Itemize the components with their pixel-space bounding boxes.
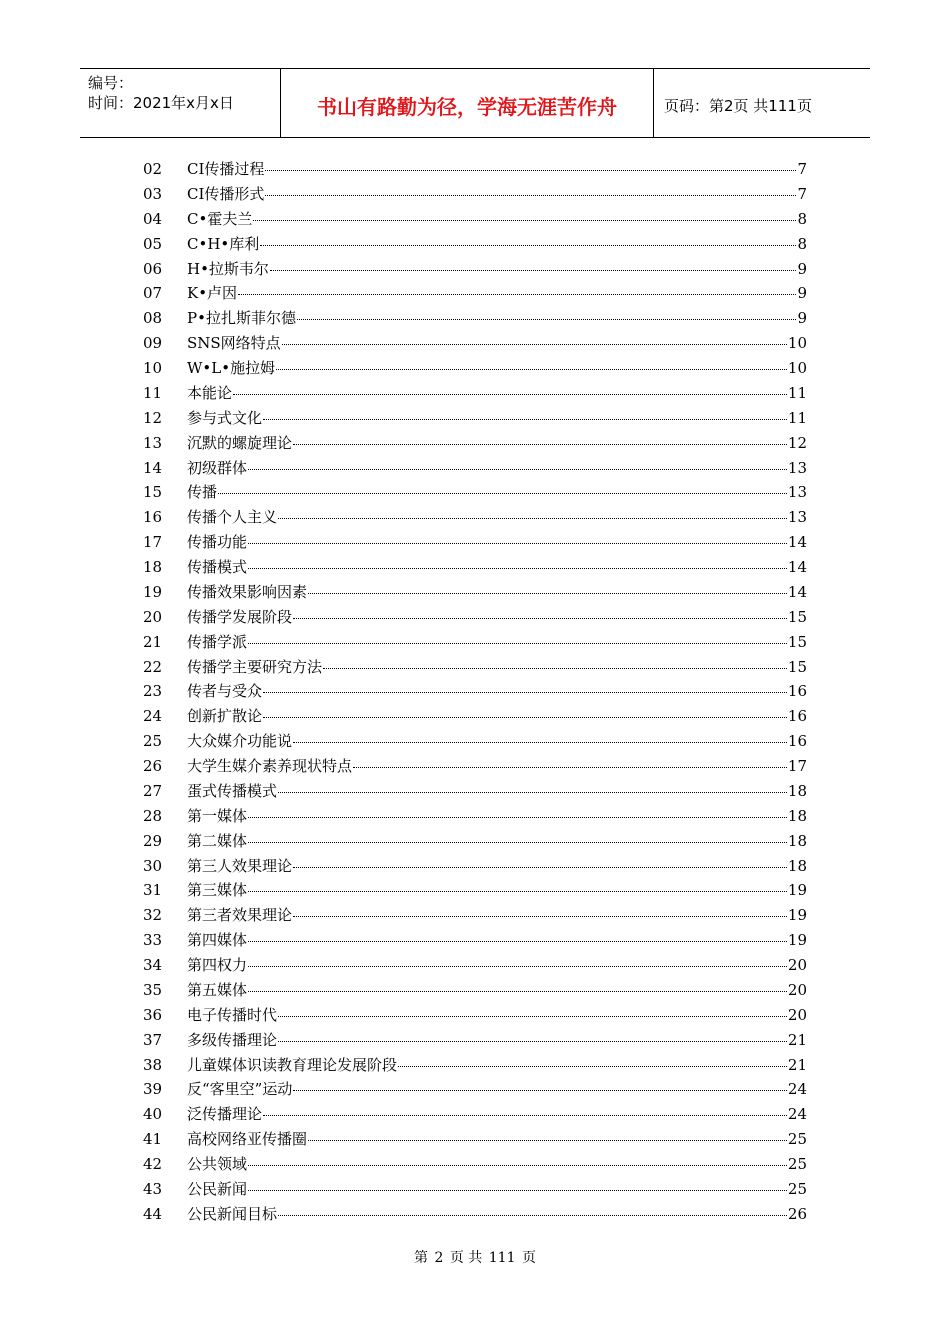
toc-entry-title[interactable]: 本能论 xyxy=(187,383,233,402)
toc-dot-leader xyxy=(293,444,787,445)
toc-entry-page: 25 xyxy=(787,1155,807,1173)
toc-entry-number: 41 xyxy=(143,1130,163,1149)
toc-dot-leader xyxy=(263,1115,787,1116)
toc-entry-number: 34 xyxy=(143,956,163,974)
toc-entry-number: 12 xyxy=(143,408,163,427)
document-number-label: 编号： xyxy=(88,74,134,92)
toc-entry[interactable] xyxy=(143,780,807,805)
toc-dot-leader xyxy=(238,294,796,295)
toc-entry[interactable] xyxy=(143,407,807,432)
toc-entry-page: 16 xyxy=(787,707,807,726)
page-footer xyxy=(0,1247,950,1267)
toc-dot-leader xyxy=(253,220,796,221)
toc-entry-title[interactable]: 传者与受众 xyxy=(187,682,263,701)
toc-entry[interactable] xyxy=(143,158,807,183)
toc-entry[interactable] xyxy=(143,1103,807,1128)
toc-entry[interactable] xyxy=(143,1153,807,1178)
toc-entry-title[interactable]: 传播功能 xyxy=(187,533,248,552)
toc-dot-leader xyxy=(218,493,787,494)
toc-entry[interactable] xyxy=(143,656,807,681)
toc-entry[interactable] xyxy=(143,432,807,457)
toc-entry-page: 25 xyxy=(787,1179,807,1198)
toc-entry-page: 20 xyxy=(787,1005,807,1024)
toc-entry-number: 11 xyxy=(143,383,163,402)
toc-entry-page: 14 xyxy=(787,558,807,576)
toc-entry-title[interactable]: 第一媒体 xyxy=(187,806,248,825)
toc-entry-page: 16 xyxy=(787,732,807,751)
toc-entry-page: 15 xyxy=(787,607,807,626)
toc-entry-title[interactable]: 传播个人主义 xyxy=(187,508,278,527)
toc-entry[interactable] xyxy=(143,904,807,929)
toc-entry-number: 28 xyxy=(143,806,163,825)
toc-entry-page: 9 xyxy=(797,259,807,278)
toc-dot-leader xyxy=(297,319,797,320)
toc-entry[interactable] xyxy=(143,1054,807,1079)
toc-entry-number: 09 xyxy=(143,334,163,353)
toc-entry[interactable] xyxy=(143,357,807,382)
toc-entry-page: 25 xyxy=(787,1130,807,1149)
toc-dot-leader xyxy=(248,543,787,544)
toc-entry[interactable] xyxy=(143,855,807,880)
toc-entry-page: 18 xyxy=(787,831,807,850)
toc-entry-number: 31 xyxy=(143,881,163,900)
toc-entry-number: 43 xyxy=(143,1179,163,1198)
toc-entry-title[interactable]: 反“客里空”运动 xyxy=(187,1080,293,1099)
toc-entry-title[interactable]: 公民新闻 xyxy=(187,1179,248,1198)
toc-dot-leader xyxy=(263,419,787,420)
footer-suffix: 页 xyxy=(521,1250,536,1266)
toc-entry-page: 15 xyxy=(787,657,807,676)
toc-entry-title[interactable]: 泛传播理论 xyxy=(187,1105,263,1124)
toc-entry-page: 18 xyxy=(787,856,807,875)
toc-dot-leader xyxy=(248,891,787,892)
toc-entry[interactable] xyxy=(143,755,807,780)
toc-entry-number: 23 xyxy=(143,682,163,701)
toc-entry-title[interactable]: 第五媒体 xyxy=(187,980,248,999)
toc-entry-number: 05 xyxy=(143,234,163,253)
toc-entry-number: 15 xyxy=(143,483,163,502)
toc-entry-number: 40 xyxy=(143,1105,163,1124)
toc-entry[interactable] xyxy=(143,1078,807,1103)
toc-entry[interactable] xyxy=(143,730,807,755)
toc-entry-title[interactable]: 儿童媒体识读教育理论发展阶段 xyxy=(187,1055,398,1074)
toc-dot-leader xyxy=(265,195,796,196)
toc-entry-title[interactable]: 初级群体 xyxy=(187,458,248,477)
toc-entry-page: 21 xyxy=(787,1055,807,1074)
toc-entry[interactable] xyxy=(143,830,807,855)
toc-entry-title[interactable]: 第三者效果理论 xyxy=(187,906,293,925)
toc-entry-title[interactable]: P•拉扎斯菲尔德 xyxy=(187,309,296,328)
toc-dot-leader xyxy=(278,518,787,519)
toc-entry-page: 11 xyxy=(787,408,807,427)
toc-entry-page: 14 xyxy=(787,533,807,552)
toc-entry-page: 19 xyxy=(787,931,807,950)
toc-entry-title[interactable]: 传播学派 xyxy=(187,632,248,651)
toc-entry-title[interactable]: 沉默的螺旋理论 xyxy=(187,433,293,452)
toc-entry-page: 19 xyxy=(787,906,807,925)
toc-entry-page: 8 xyxy=(797,234,807,253)
toc-entry-number: 13 xyxy=(143,433,163,452)
toc-entry[interactable] xyxy=(143,382,807,407)
toc-entry-title[interactable]: K•卢因 xyxy=(187,284,238,303)
toc-entry-number: 07 xyxy=(143,284,163,303)
toc-entry[interactable] xyxy=(143,979,807,1004)
toc-entry-title[interactable]: 多级传播理论 xyxy=(187,1030,278,1049)
toc-dot-leader xyxy=(248,842,787,843)
toc-dot-leader xyxy=(263,692,787,693)
toc-entry-page: 9 xyxy=(797,284,807,303)
toc-entry-page: 18 xyxy=(787,806,807,825)
toc-dot-leader xyxy=(293,742,787,743)
toc-dot-leader xyxy=(265,170,796,171)
toc-entry[interactable] xyxy=(143,1128,807,1153)
document-time-label: 时间：2021年x月x日 xyxy=(88,94,234,112)
toc-entry-page: 7 xyxy=(797,184,807,203)
toc-entry-title[interactable]: W•L•施拉姆 xyxy=(187,359,276,377)
header-meta xyxy=(80,69,281,137)
toc-entry-number: 16 xyxy=(143,508,163,527)
toc-entry-page: 8 xyxy=(797,209,807,228)
toc-entry-page: 19 xyxy=(787,881,807,900)
toc-entry[interactable] xyxy=(143,1029,807,1054)
toc-entry-page: 21 xyxy=(787,1030,807,1049)
toc-entry-number: 17 xyxy=(143,533,163,552)
toc-entry-page: 24 xyxy=(787,1080,807,1099)
toc-entry-title[interactable]: 第二媒体 xyxy=(187,831,248,850)
toc-entry-number: 03 xyxy=(143,184,163,203)
toc-entry-number: 22 xyxy=(143,657,163,676)
toc-dot-leader xyxy=(278,1016,787,1017)
toc-dot-leader xyxy=(248,1165,787,1166)
toc-entry-page: 13 xyxy=(787,458,807,477)
toc-entry[interactable] xyxy=(143,332,807,357)
toc-entry-title[interactable]: CI传播形式 xyxy=(187,184,265,203)
toc-entry[interactable] xyxy=(143,531,807,556)
toc-entry[interactable] xyxy=(143,954,807,979)
toc-dot-leader xyxy=(248,817,787,818)
toc-entry-title[interactable]: 第四媒体 xyxy=(187,931,248,950)
toc-entry[interactable] xyxy=(143,506,807,531)
toc-entry[interactable] xyxy=(143,705,807,730)
toc-dot-leader xyxy=(293,867,787,868)
toc-entry-page: 11 xyxy=(787,383,807,402)
toc-entry-number: 37 xyxy=(143,1030,163,1049)
toc-entry-title[interactable]: 大众媒介功能说 xyxy=(187,732,293,751)
toc-entry-number: 20 xyxy=(143,607,163,626)
toc-entry-title[interactable]: 蛋式传播模式 xyxy=(187,781,278,800)
toc-entry-number: 21 xyxy=(143,632,163,651)
toc-entry-page: 18 xyxy=(787,781,807,800)
toc-entry-number: 14 xyxy=(143,458,163,477)
toc-entry-title[interactable]: 传播模式 xyxy=(187,558,248,576)
toc-dot-leader xyxy=(353,767,787,768)
toc-dot-leader xyxy=(260,245,796,246)
toc-entry-title[interactable]: C•H•库利 xyxy=(187,234,260,253)
toc-entry[interactable] xyxy=(143,606,807,631)
toc-entry-page: 9 xyxy=(797,309,807,328)
toc-entry-number: 26 xyxy=(143,757,163,775)
toc-dot-leader xyxy=(248,568,787,569)
toc-entry-title[interactable]: 传播学主要研究方法 xyxy=(187,657,323,676)
toc-dot-leader xyxy=(323,668,787,669)
toc-dot-leader xyxy=(308,593,787,594)
toc-dot-leader xyxy=(248,643,787,644)
toc-entry-number: 06 xyxy=(143,259,163,278)
toc-entry-title[interactable]: 传播学发展阶段 xyxy=(187,607,293,626)
toc-dot-leader xyxy=(293,618,787,619)
toc-dot-leader xyxy=(233,394,787,395)
toc-entry-number: 39 xyxy=(143,1080,163,1099)
toc-entry[interactable] xyxy=(143,208,807,233)
toc-entry-page: 13 xyxy=(787,483,807,502)
toc-dot-leader xyxy=(282,344,787,345)
toc-dot-leader xyxy=(248,1190,787,1191)
toc-entry-title[interactable]: 参与式文化 xyxy=(187,408,263,427)
toc-dot-leader xyxy=(278,792,787,793)
toc-entry[interactable] xyxy=(143,457,807,482)
toc-entry-title[interactable]: 第四权力 xyxy=(187,956,248,974)
toc-dot-leader xyxy=(293,1090,787,1091)
header-motto: 书山有路勤为径，学海无涯苦作舟 xyxy=(281,69,654,137)
toc-entry-number: 30 xyxy=(143,856,163,875)
toc-entry-page: 10 xyxy=(787,334,807,353)
toc-dot-leader xyxy=(293,916,787,917)
toc-entry-number: 18 xyxy=(143,558,163,576)
toc-entry[interactable] xyxy=(143,631,807,656)
toc-entry[interactable] xyxy=(143,1004,807,1029)
footer-total-pages: 111 xyxy=(488,1250,516,1266)
toc-entry-number: 19 xyxy=(143,582,163,601)
toc-entry-title[interactable]: 传播效果影响因素 xyxy=(187,582,308,601)
toc-dot-leader xyxy=(308,1140,787,1141)
toc-entry-title[interactable]: 公民新闻目标 xyxy=(187,1204,278,1223)
footer-mid: 页 共 xyxy=(449,1250,483,1266)
toc-entry[interactable] xyxy=(143,183,807,208)
toc-entry[interactable] xyxy=(143,556,807,581)
toc-entry-page: 12 xyxy=(787,433,807,452)
toc-entry-page: 20 xyxy=(787,980,807,999)
toc-entry[interactable] xyxy=(143,929,807,954)
toc-entry-title[interactable]: 创新扩散论 xyxy=(187,707,263,726)
toc-entry-title[interactable]: CI传播过程 xyxy=(187,160,265,178)
toc-entry-page: 17 xyxy=(787,757,807,775)
toc-entry-number: 25 xyxy=(143,732,163,751)
toc-entry[interactable] xyxy=(143,581,807,606)
toc-dot-leader xyxy=(270,270,797,271)
toc-entry-page: 14 xyxy=(787,582,807,601)
toc-entry-number: 38 xyxy=(143,1055,163,1074)
toc-entry-number: 29 xyxy=(143,831,163,850)
toc-entry[interactable] xyxy=(143,258,807,283)
toc-entry-page: 13 xyxy=(787,508,807,527)
toc-entry-number: 33 xyxy=(143,931,163,950)
toc-entry-number: 32 xyxy=(143,906,163,925)
toc-dot-leader xyxy=(248,941,787,942)
toc-dot-leader xyxy=(248,991,787,992)
toc-entry-number: 08 xyxy=(143,309,163,328)
table-of-contents xyxy=(143,158,807,1228)
toc-entry-page: 10 xyxy=(787,359,807,377)
toc-dot-leader xyxy=(276,369,787,370)
toc-entry-number: 24 xyxy=(143,707,163,726)
toc-dot-leader xyxy=(398,1066,787,1067)
toc-entry-title[interactable]: 高校网络亚传播圈 xyxy=(187,1130,308,1149)
toc-entry-number: 44 xyxy=(143,1204,163,1223)
toc-dot-leader xyxy=(248,966,787,967)
footer-page-number: 2 xyxy=(434,1250,444,1266)
toc-entry-number: 27 xyxy=(143,781,163,800)
toc-entry[interactable] xyxy=(143,1178,807,1203)
toc-dot-leader xyxy=(278,1215,787,1216)
toc-entry-title[interactable]: H•拉斯韦尔 xyxy=(187,259,269,278)
toc-dot-leader xyxy=(278,1041,787,1042)
toc-entry[interactable] xyxy=(143,680,807,705)
toc-entry-number: 02 xyxy=(143,160,163,178)
toc-entry-title[interactable]: 公共领域 xyxy=(187,1155,248,1173)
toc-entry-page: 24 xyxy=(787,1105,807,1124)
toc-entry-title[interactable]: SNS网络特点 xyxy=(187,334,281,353)
toc-entry-number: 42 xyxy=(143,1155,163,1173)
toc-dot-leader xyxy=(263,717,787,718)
toc-entry-page: 16 xyxy=(787,682,807,701)
toc-dot-leader xyxy=(248,469,787,470)
toc-entry-page: 20 xyxy=(787,956,807,974)
toc-entry-number: 04 xyxy=(143,209,163,228)
toc-entry[interactable] xyxy=(143,233,807,258)
toc-entry[interactable] xyxy=(143,1203,807,1228)
toc-entry[interactable] xyxy=(143,307,807,332)
toc-entry-page: 7 xyxy=(797,160,807,178)
toc-entry-page: 26 xyxy=(787,1204,807,1223)
toc-entry-page: 15 xyxy=(787,632,807,651)
toc-entry-title[interactable]: 第三媒体 xyxy=(187,881,248,900)
toc-entry-number: 10 xyxy=(143,359,163,377)
toc-entry-title[interactable]: 第三人效果理论 xyxy=(187,856,293,875)
toc-entry[interactable] xyxy=(143,481,807,506)
toc-entry-title[interactable]: C•霍夫兰 xyxy=(187,209,253,228)
toc-entry-number: 35 xyxy=(143,980,163,999)
footer-prefix: 第 xyxy=(414,1250,429,1266)
toc-entry-title[interactable]: 大学生媒介素养现状特点 xyxy=(187,757,353,775)
toc-entry[interactable] xyxy=(143,879,807,904)
page-header xyxy=(80,68,870,138)
toc-entry[interactable] xyxy=(143,282,807,307)
header-page-label: 页码：第2页 共111页 xyxy=(664,96,812,115)
toc-entry[interactable] xyxy=(143,805,807,830)
toc-entry-title[interactable]: 电子传播时代 xyxy=(187,1005,278,1024)
toc-entry-title[interactable]: 传播 xyxy=(187,483,218,502)
toc-entry-number: 36 xyxy=(143,1005,163,1024)
